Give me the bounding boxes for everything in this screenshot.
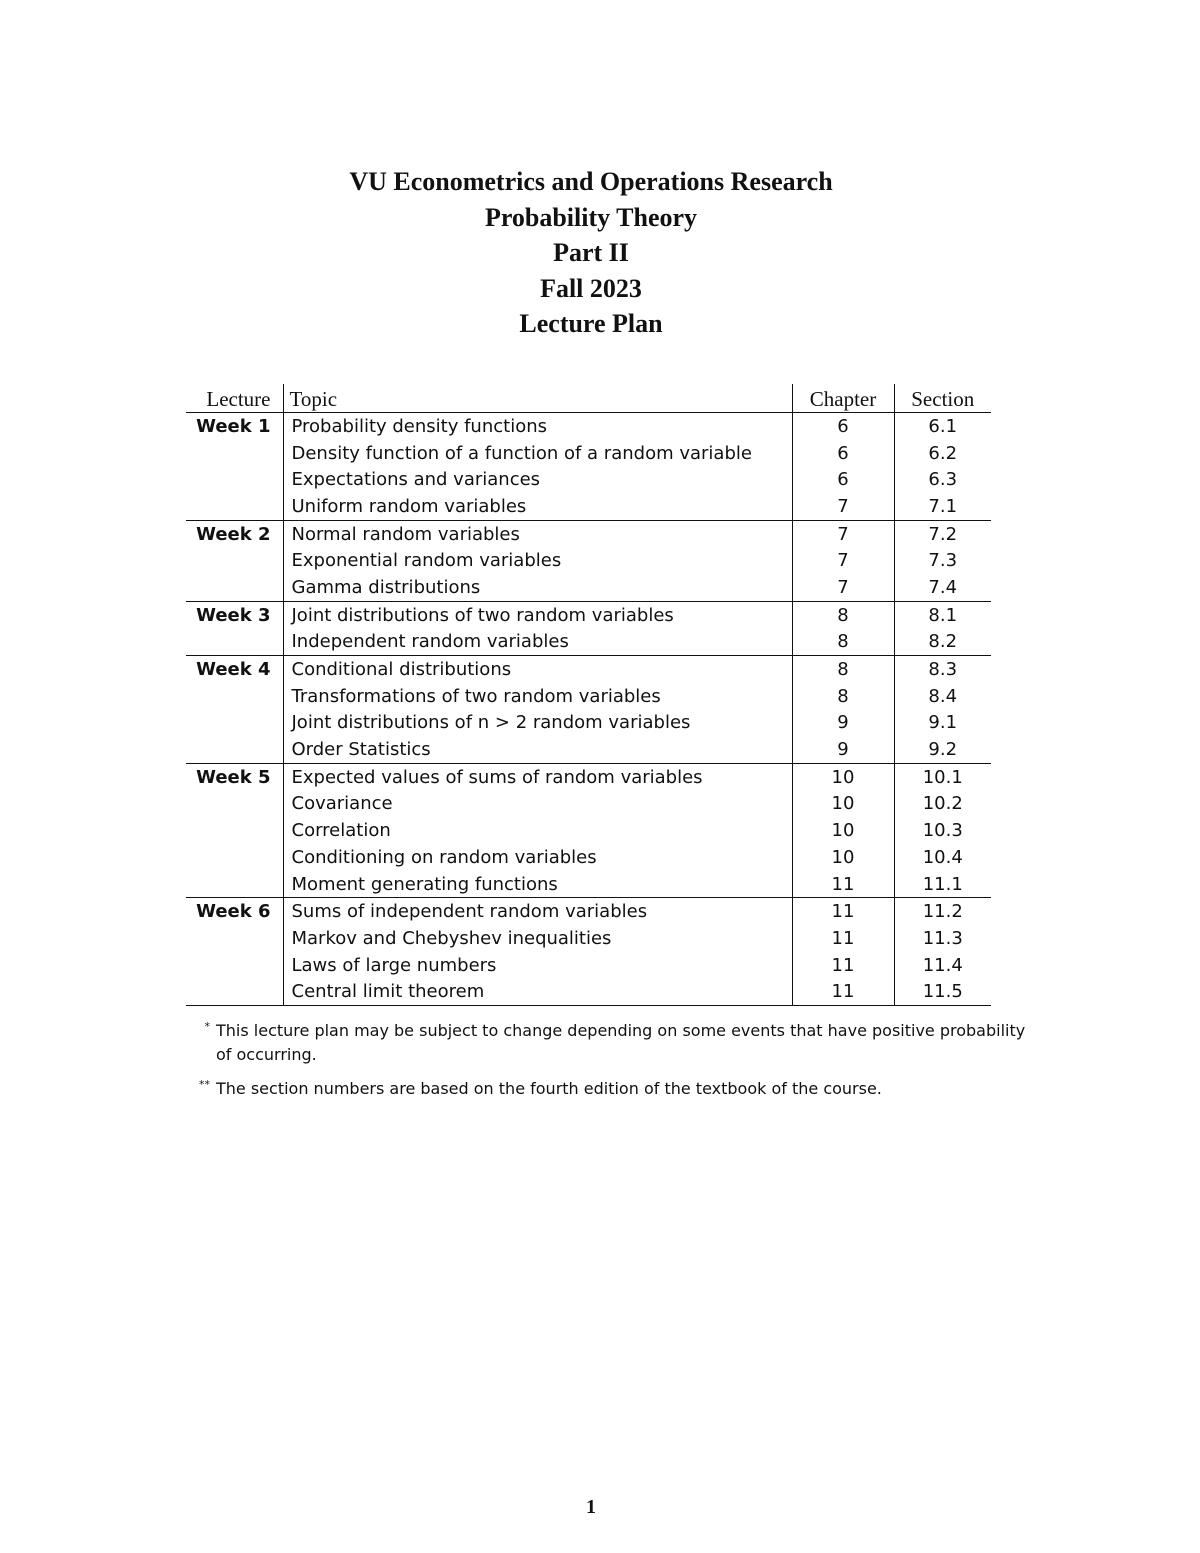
topic-cell: Transformations of two random variables xyxy=(283,683,792,710)
topic-cell: Conditional distributions xyxy=(283,656,792,683)
topic-cell: Conditioning on random variables xyxy=(283,844,792,871)
table-row xyxy=(186,440,991,467)
chapter-cell: 11 xyxy=(792,925,894,952)
table-row xyxy=(186,656,991,683)
footnotes xyxy=(188,1019,1028,1111)
chapter-cell: 10 xyxy=(792,844,894,871)
table-row xyxy=(186,683,991,710)
section-cell: 8.4 xyxy=(894,683,991,710)
section-cell: 6.1 xyxy=(894,413,991,440)
section-cell: 10.4 xyxy=(894,844,991,871)
term-title: Fall 2023 xyxy=(540,273,642,303)
table-row xyxy=(186,871,991,898)
chapter-cell: 11 xyxy=(792,952,894,979)
column-header-lecture: Lecture xyxy=(186,384,283,413)
document-title-block xyxy=(0,164,1182,342)
chapter-cell: 11 xyxy=(792,871,894,898)
table-row xyxy=(186,547,991,574)
topic-cell: Central limit theorem xyxy=(283,978,792,1005)
lecture-plan-table xyxy=(186,384,991,1006)
section-cell: 9.2 xyxy=(894,736,991,763)
chapter-cell: 7 xyxy=(792,520,894,547)
page-number: 1 xyxy=(586,1496,596,1518)
part-title: Part II xyxy=(553,238,629,267)
section-cell: 10.3 xyxy=(894,817,991,844)
section-cell: 11.4 xyxy=(894,952,991,979)
section-cell: 11.1 xyxy=(894,871,991,898)
table-row xyxy=(186,629,991,656)
lecture-cell xyxy=(186,952,283,979)
chapter-cell: 6 xyxy=(792,440,894,467)
lecture-cell xyxy=(186,925,283,952)
topic-cell: Covariance xyxy=(283,791,792,818)
topic-cell: Density function of a function of a random variable xyxy=(283,440,792,467)
lecture-cell xyxy=(186,440,283,467)
lecture-cell: Week 4 xyxy=(196,659,271,681)
table-row xyxy=(186,791,991,818)
topic-cell: Moment generating functions xyxy=(283,871,792,898)
chapter-cell: 6 xyxy=(792,413,894,440)
lecture-cell xyxy=(186,736,283,763)
section-cell: 7.4 xyxy=(894,574,991,601)
chapter-cell: 9 xyxy=(792,736,894,763)
lecture-cell: Week 6 xyxy=(196,901,271,923)
table-row xyxy=(186,466,991,493)
table-row xyxy=(186,520,991,547)
lecture-cell xyxy=(186,493,283,520)
section-cell: 7.3 xyxy=(894,547,991,574)
chapter-cell: 11 xyxy=(792,978,894,1005)
topic-cell: Correlation xyxy=(283,817,792,844)
chapter-cell: 10 xyxy=(792,817,894,844)
lecture-cell: Week 1 xyxy=(196,415,271,437)
lecture-cell xyxy=(186,844,283,871)
lecture-cell xyxy=(186,574,283,601)
table-header-row xyxy=(186,384,991,413)
lecture-cell xyxy=(186,683,283,710)
footnote xyxy=(188,1077,1028,1101)
section-cell: 8.1 xyxy=(894,601,991,628)
chapter-cell: 7 xyxy=(792,547,894,574)
lecture-cell xyxy=(186,978,283,1005)
course-title: VU Econometrics and Operations Research xyxy=(349,167,833,196)
plan-title: Lecture Plan xyxy=(519,309,663,338)
lecture-cell: Week 5 xyxy=(196,766,271,788)
chapter-cell: 11 xyxy=(792,898,894,925)
subject-title: Probability Theory xyxy=(484,202,698,232)
table-row xyxy=(186,413,991,440)
footnote-mark: * xyxy=(204,1020,210,1033)
table-row xyxy=(186,844,991,871)
section-cell: 7.2 xyxy=(894,520,991,547)
section-cell: 11.5 xyxy=(894,978,991,1005)
column-header-topic: Topic xyxy=(283,384,792,413)
topic-cell: Independent random variables xyxy=(283,629,792,656)
table-row xyxy=(186,925,991,952)
footnote-text: The section numbers are based on the fourth edition of the textbook of the course. xyxy=(216,1079,882,1098)
topic-cell: Laws of large numbers xyxy=(283,952,792,979)
topic-cell: Sums of independent random variables xyxy=(283,898,792,925)
chapter-cell: 7 xyxy=(792,493,894,520)
table-row xyxy=(186,978,991,1005)
topic-cell: Joint distributions of n > 2 random variables xyxy=(283,710,792,737)
table-row xyxy=(186,736,991,763)
section-cell: 10.1 xyxy=(894,763,991,790)
table-row xyxy=(186,817,991,844)
table-row xyxy=(186,763,991,790)
topic-cell: Gamma distributions xyxy=(283,574,792,601)
topic-cell: Uniform random variables xyxy=(283,493,792,520)
lecture-cell xyxy=(186,710,283,737)
chapter-cell: 8 xyxy=(792,601,894,628)
section-cell: 8.3 xyxy=(894,656,991,683)
section-cell: 7.1 xyxy=(894,493,991,520)
table-body xyxy=(186,413,991,1006)
footnote-text: This lecture plan may be subject to change depending on some events that have positive probability of occurring. xyxy=(216,1021,1026,1064)
table-row xyxy=(186,601,991,628)
section-cell: 11.3 xyxy=(894,925,991,952)
chapter-cell: 8 xyxy=(792,656,894,683)
section-cell: 6.3 xyxy=(894,466,991,493)
table-row xyxy=(186,952,991,979)
table-row xyxy=(186,574,991,601)
footnote-mark: ** xyxy=(199,1078,210,1091)
topic-cell: Expected values of sums of random variables xyxy=(283,763,792,790)
section-cell: 10.2 xyxy=(894,791,991,818)
lecture-cell xyxy=(186,629,283,656)
topic-cell: Exponential random variables xyxy=(283,547,792,574)
lecture-cell xyxy=(186,817,283,844)
column-header-section: Section xyxy=(894,384,991,413)
topic-cell: Probability density functions xyxy=(283,413,792,440)
footnote xyxy=(188,1019,1028,1067)
chapter-cell: 8 xyxy=(792,629,894,656)
lecture-cell xyxy=(186,871,283,898)
lecture-cell xyxy=(186,791,283,818)
lecture-cell xyxy=(186,466,283,493)
table-row xyxy=(186,710,991,737)
lecture-cell: Week 3 xyxy=(196,604,271,626)
section-cell: 8.2 xyxy=(894,629,991,656)
topic-cell: Markov and Chebyshev inequalities xyxy=(283,925,792,952)
lecture-cell xyxy=(186,547,283,574)
column-header-chapter: Chapter xyxy=(792,384,894,413)
chapter-cell: 9 xyxy=(792,710,894,737)
chapter-cell: 7 xyxy=(792,574,894,601)
topic-cell: Expectations and variances xyxy=(283,466,792,493)
chapter-cell: 10 xyxy=(792,791,894,818)
table-row xyxy=(186,898,991,925)
section-cell: 9.1 xyxy=(894,710,991,737)
chapter-cell: 6 xyxy=(792,466,894,493)
lecture-cell: Week 2 xyxy=(196,523,271,545)
topic-cell: Order Statistics xyxy=(283,736,792,763)
chapter-cell: 8 xyxy=(792,683,894,710)
topic-cell: Joint distributions of two random variables xyxy=(283,601,792,628)
chapter-cell: 10 xyxy=(792,763,894,790)
table-row xyxy=(186,493,991,520)
section-cell: 11.2 xyxy=(894,898,991,925)
section-cell: 6.2 xyxy=(894,440,991,467)
topic-cell: Normal random variables xyxy=(283,520,792,547)
